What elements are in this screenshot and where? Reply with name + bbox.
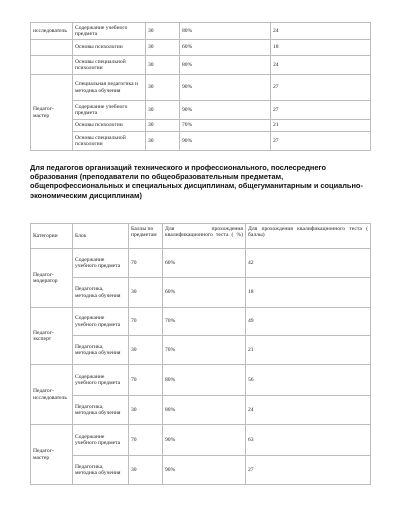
points-cell: 30: [146, 120, 180, 132]
points-cell: 30: [146, 132, 180, 151]
table-row: [31, 396, 371, 425]
points-cell: 30: [129, 278, 163, 308]
block-cell: Специальная педагогика и методика обучения: [73, 75, 146, 101]
percent-cell: 60%: [163, 278, 246, 308]
percent-cell: 70%: [163, 308, 246, 336]
block-cell: Содержание учебного предмета: [73, 23, 146, 40]
points-cell: 30: [146, 75, 180, 101]
score-cell: 21: [246, 336, 371, 365]
percent-cell: 90%: [163, 425, 246, 456]
table-row: [31, 425, 371, 456]
block-cell: Содержание учебного предмета: [73, 249, 129, 278]
table-row: [31, 56, 371, 75]
percent-cell: 60%: [180, 40, 271, 56]
block-cell: Основы специальной психологии: [73, 56, 146, 75]
table-row: [31, 75, 371, 101]
score-cell: 27: [246, 456, 371, 485]
category-cell: Педагог-мастер: [31, 425, 73, 485]
category-cell: Педагог-модератор: [31, 249, 73, 308]
block-cell: Основы специальной психологии: [73, 132, 146, 151]
percent-cell: 90%: [163, 456, 246, 485]
percent-cell: 60%: [163, 249, 246, 278]
points-cell: 70: [129, 249, 163, 278]
requirements-table-continued: [30, 22, 371, 151]
table-row: [31, 40, 371, 56]
table-row: [31, 308, 371, 336]
score-cell: 24: [271, 23, 371, 40]
tipo-requirements-table: [30, 223, 371, 485]
score-cell: 63: [246, 425, 371, 456]
table-row: [31, 101, 371, 120]
points-cell: 30: [129, 456, 163, 485]
points-cell: 70: [129, 365, 163, 396]
percent-cell: 90%: [180, 132, 271, 151]
score-cell: 27: [271, 101, 371, 120]
header-percent: Для прохождения квалификационного теста ( %): [163, 224, 246, 249]
table-row: [31, 249, 371, 278]
block-cell: Педагогика, методика обучения: [73, 456, 129, 485]
block-cell: Содержание учебного предмета: [73, 308, 129, 336]
table-row: [31, 456, 371, 485]
percent-cell: 90%: [180, 75, 271, 101]
block-cell: Основы психологии: [73, 120, 146, 132]
percent-cell: 70%: [163, 336, 246, 365]
percent-cell: 80%: [180, 56, 271, 75]
table-row: [31, 365, 371, 396]
percent-cell: 80%: [163, 396, 246, 425]
table-row: [31, 278, 371, 308]
points-cell: 30: [146, 56, 180, 75]
table-row: [31, 23, 371, 40]
block-cell: Педагогика, методика обучения: [73, 278, 129, 308]
category-cell: Педагог-эксперт: [31, 308, 73, 365]
category-cell: Педагог-исследователь: [31, 365, 73, 425]
table-row: [31, 336, 371, 365]
score-cell: 18: [271, 40, 371, 56]
points-cell: 30: [129, 396, 163, 425]
percent-cell: 80%: [163, 365, 246, 396]
points-cell: 30: [146, 101, 180, 120]
score-cell: 42: [246, 249, 371, 278]
table-row: [31, 132, 371, 151]
points-cell: 30: [146, 23, 180, 40]
score-cell: 27: [271, 132, 371, 151]
header-score: Для прохождения квалификационного теста ( баллы): [246, 224, 371, 249]
table-row: [31, 120, 371, 132]
section-heading: Для педагогов организаций технического и профессионального, послесреднего образования (преподаватели по общеобразовательным предметам, общепрофессиональных и специальных дисциплинам, общегуманитарным и социально-экономическим дисциплинам): [30, 163, 363, 200]
block-cell: Содержание учебного предмета: [73, 425, 129, 456]
score-cell: 24: [271, 56, 371, 75]
category-cell: исследователь: [31, 23, 73, 40]
score-cell: 56: [246, 365, 371, 396]
header-block: Блок: [73, 224, 129, 249]
table-header-row: [31, 224, 371, 249]
score-cell: 24: [246, 396, 371, 425]
block-cell: Содержание учебного предмета: [73, 365, 129, 396]
block-cell: Основы психологии: [73, 40, 146, 56]
category-cell: Педагог-мастер: [31, 75, 73, 151]
points-cell: 70: [129, 425, 163, 456]
percent-cell: 70%: [180, 120, 271, 132]
header-points: Баллы по предметам: [129, 224, 163, 249]
score-cell: 18: [246, 278, 371, 308]
category-cell: [31, 40, 73, 56]
block-cell: Педагогика, методика обучения: [73, 336, 129, 365]
block-cell: Содержание учебного предмета: [73, 101, 146, 120]
score-cell: 21: [271, 120, 371, 132]
points-cell: 30: [129, 336, 163, 365]
percent-cell: 90%: [180, 101, 271, 120]
score-cell: 27: [271, 75, 371, 101]
category-cell: [31, 56, 73, 75]
header-category: Категории: [31, 224, 73, 249]
points-cell: 70: [129, 308, 163, 336]
points-cell: 30: [146, 40, 180, 56]
percent-cell: 80%: [180, 23, 271, 40]
block-cell: Педагогика, методика обучения: [73, 396, 129, 425]
score-cell: 49: [246, 308, 371, 336]
